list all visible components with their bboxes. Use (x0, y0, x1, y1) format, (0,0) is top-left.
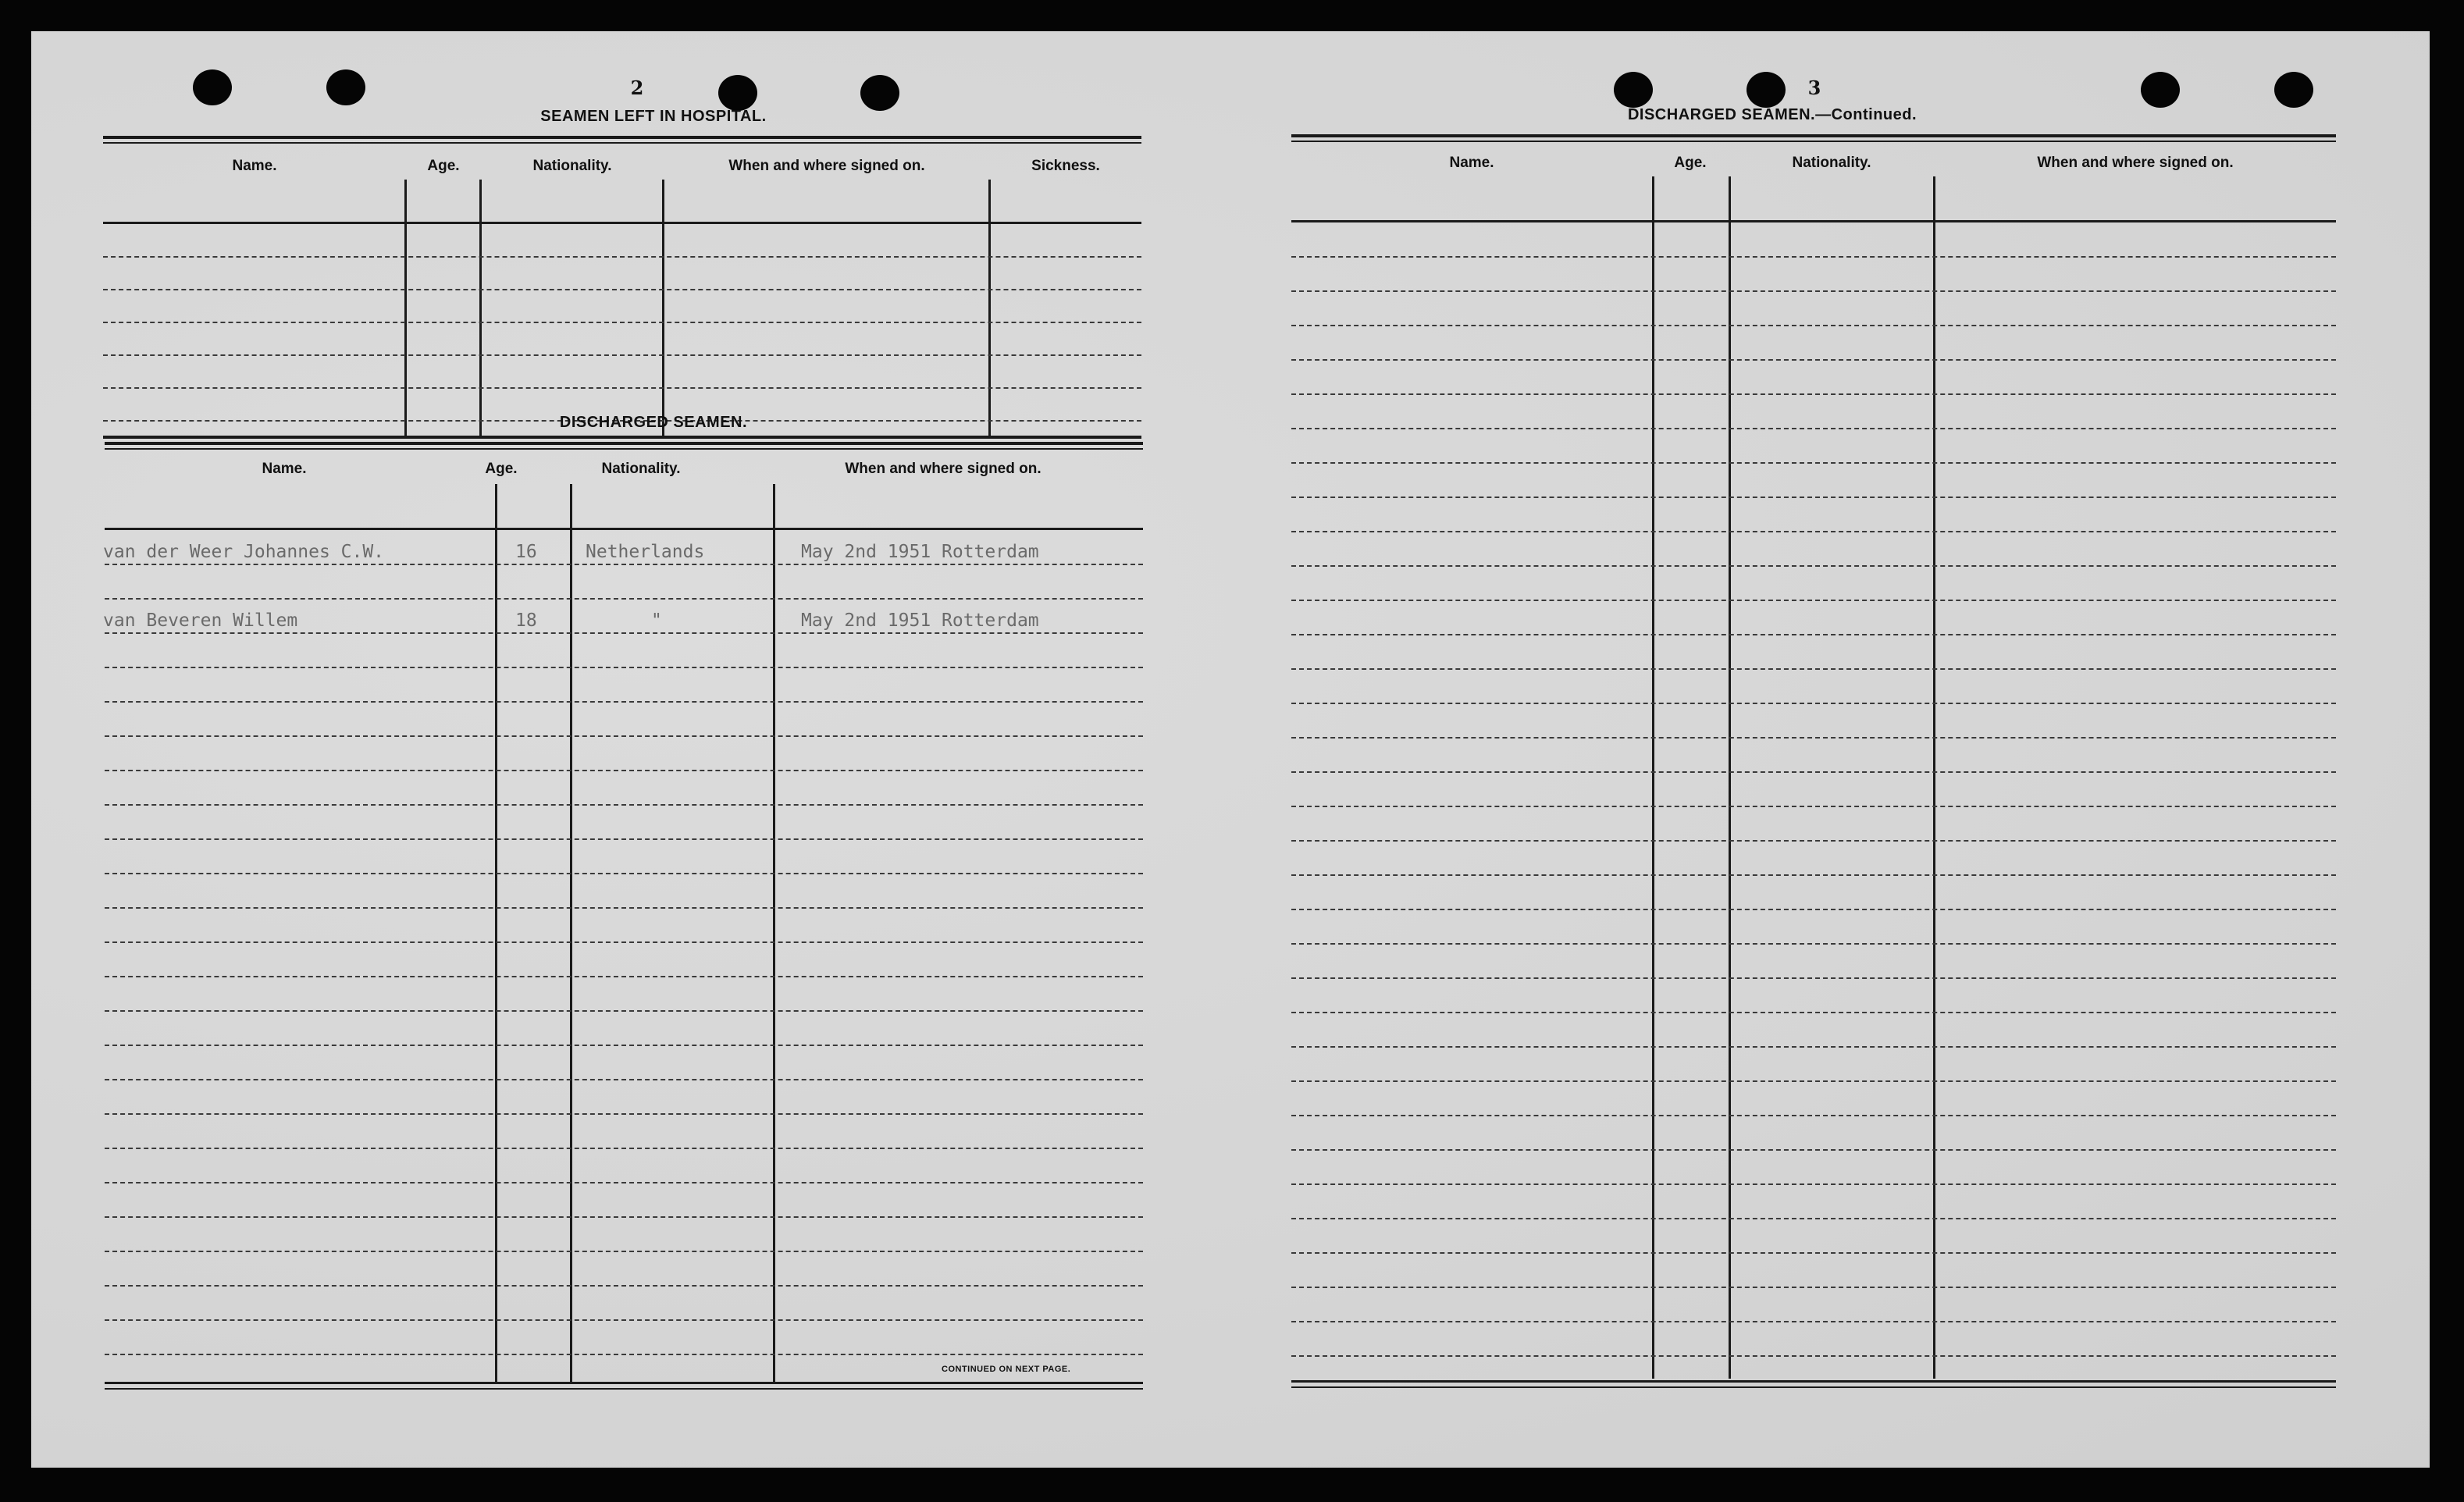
row-line (1291, 634, 2336, 635)
row-line (105, 873, 1143, 874)
table-top-rule (103, 136, 1141, 139)
row-line (1291, 1355, 2336, 1357)
punch-hole (193, 69, 232, 105)
table-top-rule (105, 448, 1143, 450)
row-line (103, 387, 1141, 389)
punch-hole (718, 75, 757, 111)
row-line (1291, 703, 2336, 704)
punch-hole (2274, 72, 2313, 108)
discharged-section-title: DISCHARGED SEAMEN. (559, 414, 748, 431)
seaman-name: van der Weer Johannes C.W. (103, 542, 385, 562)
col-header-nationality: Nationality. (532, 158, 612, 174)
row-line (105, 564, 1143, 565)
row-line (105, 1354, 1143, 1355)
row-line (105, 1251, 1143, 1252)
column-divider (479, 180, 482, 437)
row-line (1291, 1149, 2336, 1151)
table-bottom-rule (1291, 1380, 2336, 1383)
row-line (1291, 1046, 2336, 1048)
header-bottom-rule (105, 528, 1143, 530)
row-line (105, 838, 1143, 840)
column-divider (1933, 176, 1935, 1379)
row-line (1291, 909, 2336, 910)
column-divider (404, 180, 407, 437)
row-line (103, 289, 1141, 290)
continued-note: CONTINUED ON NEXT PAGE. (942, 1365, 1071, 1374)
discharged-table (105, 442, 1143, 1396)
seaman-age: 18 (515, 610, 537, 631)
row-line (1291, 943, 2336, 945)
row-line (105, 1148, 1143, 1149)
punch-hole (860, 75, 899, 111)
table-bottom-rule (105, 1388, 1143, 1390)
row-line (105, 667, 1143, 668)
row-line (1291, 1252, 2336, 1254)
row-line (105, 598, 1143, 600)
row-line (1291, 428, 2336, 429)
col-header-age: Age. (485, 461, 518, 477)
col-header-age: Age. (1674, 155, 1707, 171)
table-top-rule (1291, 134, 2336, 137)
row-line (105, 701, 1143, 703)
hospital-section-title: SEAMEN LEFT IN HOSPITAL. (540, 108, 767, 125)
row-line (1291, 1321, 2336, 1322)
col-header-sickness: Sickness. (1031, 158, 1100, 174)
hospital-table (103, 136, 1141, 439)
row-line (1291, 290, 2336, 292)
page-number-left: 2 (630, 77, 644, 99)
seaman-name: van Beveren Willem (103, 610, 298, 631)
row-line (105, 941, 1143, 943)
punch-hole (1747, 72, 1786, 108)
punch-hole (326, 69, 365, 105)
row-line (105, 1182, 1143, 1183)
column-divider (773, 484, 775, 1382)
row-line (105, 1319, 1143, 1321)
header-bottom-rule (103, 222, 1141, 224)
row-line (1291, 497, 2336, 498)
row-line (1291, 1080, 2336, 1082)
row-line (1291, 359, 2336, 361)
row-line (1291, 874, 2336, 876)
row-line (105, 770, 1143, 771)
row-line (1291, 1115, 2336, 1116)
row-line (1291, 1287, 2336, 1288)
row-line (1291, 737, 2336, 739)
col-header-nationality: Nationality. (1792, 155, 1871, 171)
row-line (105, 735, 1143, 737)
row-line (105, 1045, 1143, 1046)
col-header-name: Name. (232, 158, 277, 174)
row-line (105, 632, 1143, 634)
row-line (1291, 1218, 2336, 1219)
col-header-name: Name. (1449, 155, 1494, 171)
table-top-rule (103, 142, 1141, 144)
col-header-age: Age. (427, 158, 460, 174)
row-line (1291, 1183, 2336, 1185)
seaman-nationality: Netherlands (586, 542, 705, 562)
row-line (103, 256, 1141, 258)
header-bottom-rule (1291, 220, 2336, 222)
row-line (1291, 977, 2336, 979)
row-line (1291, 325, 2336, 326)
row-line (1291, 1012, 2336, 1013)
seaman-signed-on: May 2nd 1951 Rotterdam (801, 610, 1039, 631)
row-line (1291, 256, 2336, 258)
column-divider (1652, 176, 1654, 1379)
seaman-nationality: " (651, 610, 662, 631)
row-line (1291, 668, 2336, 670)
row-line (105, 1079, 1143, 1080)
col-header-signed-on: When and where signed on. (2037, 155, 2234, 171)
column-divider (662, 180, 664, 437)
table-bottom-rule (1291, 1386, 2336, 1388)
row-line (1291, 806, 2336, 807)
row-line (1291, 565, 2336, 567)
page-number-right: 3 (1807, 77, 1821, 99)
row-line (105, 804, 1143, 806)
row-line (103, 354, 1141, 356)
table-top-rule (105, 442, 1143, 445)
row-line (103, 322, 1141, 323)
row-line (1291, 600, 2336, 601)
row-line (105, 1285, 1143, 1287)
row-line (105, 1010, 1143, 1012)
row-line (105, 907, 1143, 909)
table-top-rule (1291, 141, 2336, 142)
row-line (1291, 840, 2336, 842)
column-divider (1729, 176, 1731, 1379)
table-bottom-rule (103, 436, 1141, 439)
seaman-age: 16 (515, 542, 537, 562)
row-line (1291, 393, 2336, 395)
col-header-signed-on: When and where signed on. (845, 461, 1042, 477)
col-header-signed-on: When and where signed on. (728, 158, 925, 174)
row-line (105, 976, 1143, 977)
punch-hole (2141, 72, 2180, 108)
col-header-name: Name. (262, 461, 307, 477)
row-line (1291, 771, 2336, 773)
row-line (105, 1113, 1143, 1115)
table-bottom-rule (105, 1382, 1143, 1384)
column-divider (495, 484, 497, 1382)
document-spread (31, 31, 2430, 1468)
row-line (1291, 531, 2336, 532)
seaman-signed-on: May 2nd 1951 Rotterdam (801, 542, 1039, 562)
column-divider (988, 180, 991, 437)
discharged-continued-title: DISCHARGED SEAMEN.—Continued. (1627, 106, 1917, 123)
row-line (105, 1216, 1143, 1218)
punch-hole (1614, 72, 1653, 108)
column-divider (570, 484, 572, 1382)
row-line (1291, 462, 2336, 464)
discharged-continued-table (1291, 134, 2336, 1396)
col-header-nationality: Nationality. (601, 461, 681, 477)
